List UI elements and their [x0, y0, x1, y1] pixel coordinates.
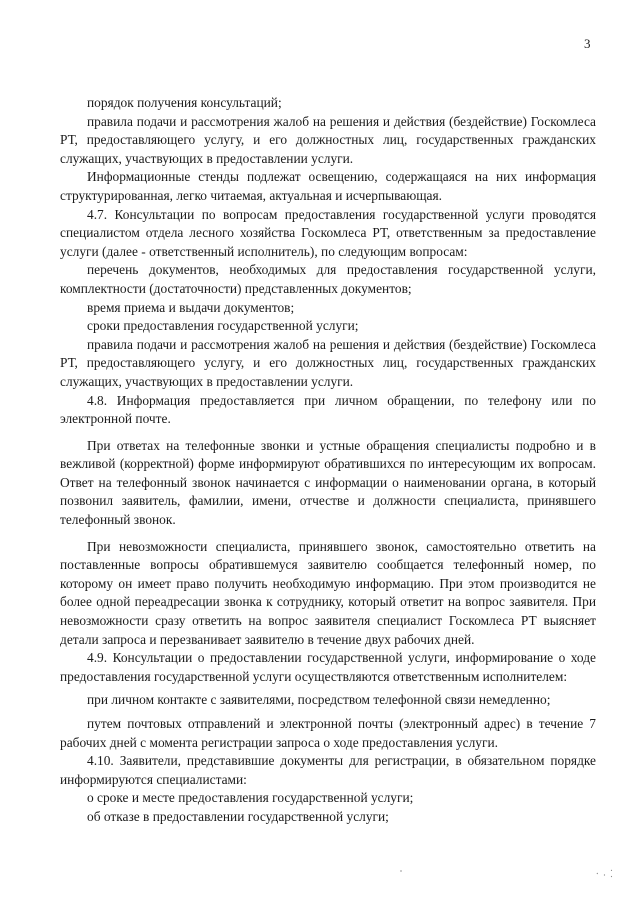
paragraph-section-4-10: 4.10. Заявители, представившие документы для регистрации, в обязательном порядке информируются специалистами:	[60, 753, 596, 787]
paragraph-phone-answers: При ответах на телефонные звонки и устные обращения специалисты подробно и в вежливой (корректной) форме информируют обратившихся по интересующим их вопросам. Ответ на телефонный звонок начинается с информации о наименовании органа, в который позвонил заявитель, фамилии, имени, отчестве и должности специалиста, принявшего телефонный звонок.	[60, 437, 596, 528]
scan-artifact-mark: ⸱ ⸳ ⁚	[596, 869, 614, 880]
paragraph-section-4-7: 4.7. Консультации по вопросам предоставления государственной услуги проводятся специалистом отдела лесного хозяйства Госкомлеса РТ, ответственным за предоставление услуги (далее - ответственный исполнитель), по следующим вопросам:	[60, 206, 596, 259]
scan-artifact-dot	[400, 870, 402, 872]
paragraph-postal-email: путем почтовых отправлений и электронной почты (электронный адрес) в течение 7 рабочих дней с момента регистрации запроса о ходе предоставления услуги.	[60, 716, 596, 750]
paragraph-consultation-order: порядок получения консультаций;	[87, 95, 282, 110]
paragraph-section-4-9: 4.9. Консультации о предоставлении государственной услуги, информирование о ходе предоставления государственной услуги осуществляются ответственным исполнителем:	[60, 650, 596, 684]
paragraph-complaint-rules-2: правила подачи и рассмотрения жалоб на решения и действия (бездействие) Госкомлеса РТ, предоставляющего услугу, и его должностных лиц, государственных гражданских служащих, участвующих в предоставлении услуги.	[60, 336, 596, 389]
paragraph-info-stands: Информационные стенды подлежат освещению, содержащаяся на них информация структурированная, легко читаемая, актуальная и исчерпывающая.	[60, 169, 596, 203]
paragraph-refusal: об отказе в предоставлении государственной услуги;	[87, 808, 389, 824]
paragraph-term-place: о сроке и месте предоставления государственной услуги;	[87, 790, 414, 806]
document-body	[60, 94, 596, 827]
page-number: 3	[584, 36, 591, 51]
paragraph-section-4-8: 4.8. Информация предоставляется при личном обращении, по телефону или по электронной почте.	[60, 392, 596, 427]
paragraph-reception-time: время приема и выдачи документов;	[87, 299, 295, 315]
paragraph-documents-list: перечень документов, необходимых для предоставления государственной услуги, комплектности (достаточности) представленных документов;	[60, 262, 596, 296]
paragraph-service-terms: сроки предоставления государственной услуги;	[87, 318, 359, 334]
paragraph-personal-contact: при личном контакте с заявителями, посредством телефонной связи немедленно;	[87, 692, 551, 708]
paragraph-call-redirect: При невозможности специалиста, принявшего звонок, самостоятельно ответить на поставленные вопросы обратившемуся заявителю сообщается телефонный номер, по которому он имеет право получить необходимую информацию. При этом производится не более одной переадресации звонка к сотруднику, который ответит на вопрос заявителя. При невозможности сразу ответить на вопрос заявителя специалист Госкомлеса РТ выясняет детали запроса и перезванивает заявителю в течение двух рабочих дней.	[60, 538, 596, 647]
paragraph-complaint-rules: правила подачи и рассмотрения жалоб на решения и действия (бездействие) Госкомлеса РТ, предоставляющего услугу, и его должностных лиц, государственных гражданских служащих, участвующих в предоставлении услуги.	[60, 113, 596, 166]
